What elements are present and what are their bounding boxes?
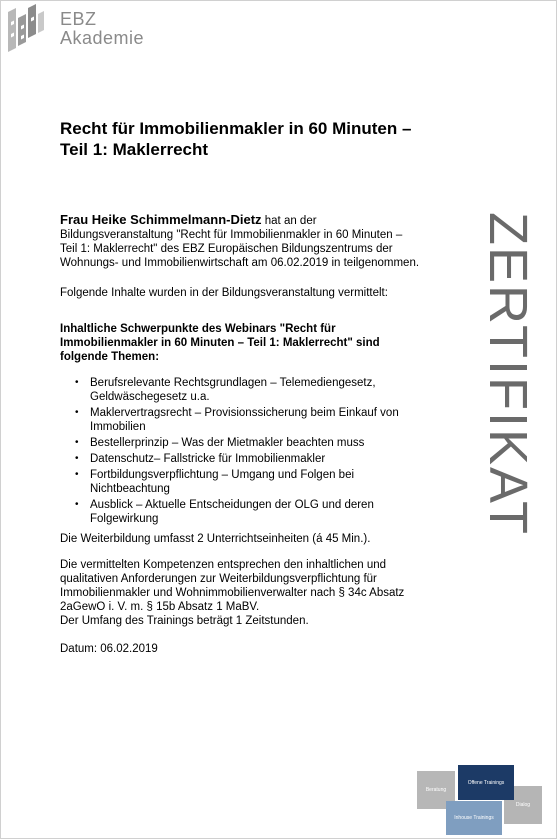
topics-heading: Inhaltliche Schwerpunkte des Webinars "Recht für Immobilienmakler in 60 Minuten – Teil 1: Maklerrecht" sind folgende Themen: — [60, 323, 380, 363]
recipient-paragraph — [60, 213, 420, 270]
ebz-cube-logo-icon — [6, 4, 46, 54]
topics-list — [60, 376, 420, 526]
competence-text: Die vermittelten Kompetenzen entsprechen den inhaltlichen und qualitativen Anforderungen zur Weiterbildungsverpflichtung für Immobilienmakler und Wohnimmobilienverwalter nach § 34c Absatz 2aGewO i. V. m. § 15b Absatz 1 MaBV. — [60, 559, 405, 613]
recipient-name: Frau Heike Schimmelmann-Dietz — [60, 212, 262, 227]
logo-wordmark — [60, 10, 144, 48]
topic-item: • Fortbildungsverpflichtung – Umgang und Folgen bei Nichtbeachtung — [90, 468, 420, 496]
topic-item: • Datenschutz– Fallstricke für Immobilienmakler — [90, 452, 420, 466]
topic-item: • Bestellerprinzip – Was der Mietmakler beachten muss — [90, 436, 420, 450]
tile-offene-trainings: Offene Trainings — [458, 765, 514, 800]
zertifikat-label: ZERTIFIKAT — [478, 212, 538, 537]
logo-line-ebz: EBZ — [60, 9, 97, 29]
certificate-body — [60, 213, 420, 656]
content-intro: Folgende Inhalte wurden in der Bildungsveranstaltung vermittelt: — [60, 287, 388, 299]
title-line-1: Recht für Immobilienmakler in 60 Minuten – — [60, 119, 412, 138]
topic-item: • Maklervertragsrecht – Provisionssicherung beim Einkauf von Immobilien — [90, 406, 420, 434]
certificate-title — [60, 118, 460, 160]
tile-dialog: Dialog — [504, 786, 542, 824]
logo-line-akademie: Akademie — [60, 28, 145, 48]
tile-inhouse-trainings: Inhouse Trainings — [446, 801, 502, 835]
units-text: Die Weiterbildung umfasst 2 Unterrichtseinheiten (á 45 Min.). — [60, 533, 371, 545]
duration-text: Der Umfang des Trainings beträgt 1 Zeitstunden. — [60, 615, 309, 627]
recipient-statement: hat an der Bildungsveranstaltung "Recht für Immobilienmakler in 60 Minuten – Teil 1: Maklerrecht" des EBZ Europäischen Bildungszentrums der Wohnungs- und Immobilienwirtschaft am 06.02.2019 in teilgenommen. — [60, 215, 420, 269]
topic-item: • Ausblick – Aktuelle Entscheidungen der OLG und deren Folgewirkung — [90, 498, 420, 526]
tile-beratung: Beratung — [417, 771, 455, 809]
zertifikat-label-wrap — [478, 212, 538, 562]
date-text: Datum: 06.02.2019 — [60, 643, 158, 655]
topic-item: • Berufsrelevante Rechtsgrundlagen – Telemediengesetz, Geldwäschegesetz u.a. — [90, 376, 420, 404]
title-line-2: Teil 1: Maklerrecht — [60, 140, 209, 159]
